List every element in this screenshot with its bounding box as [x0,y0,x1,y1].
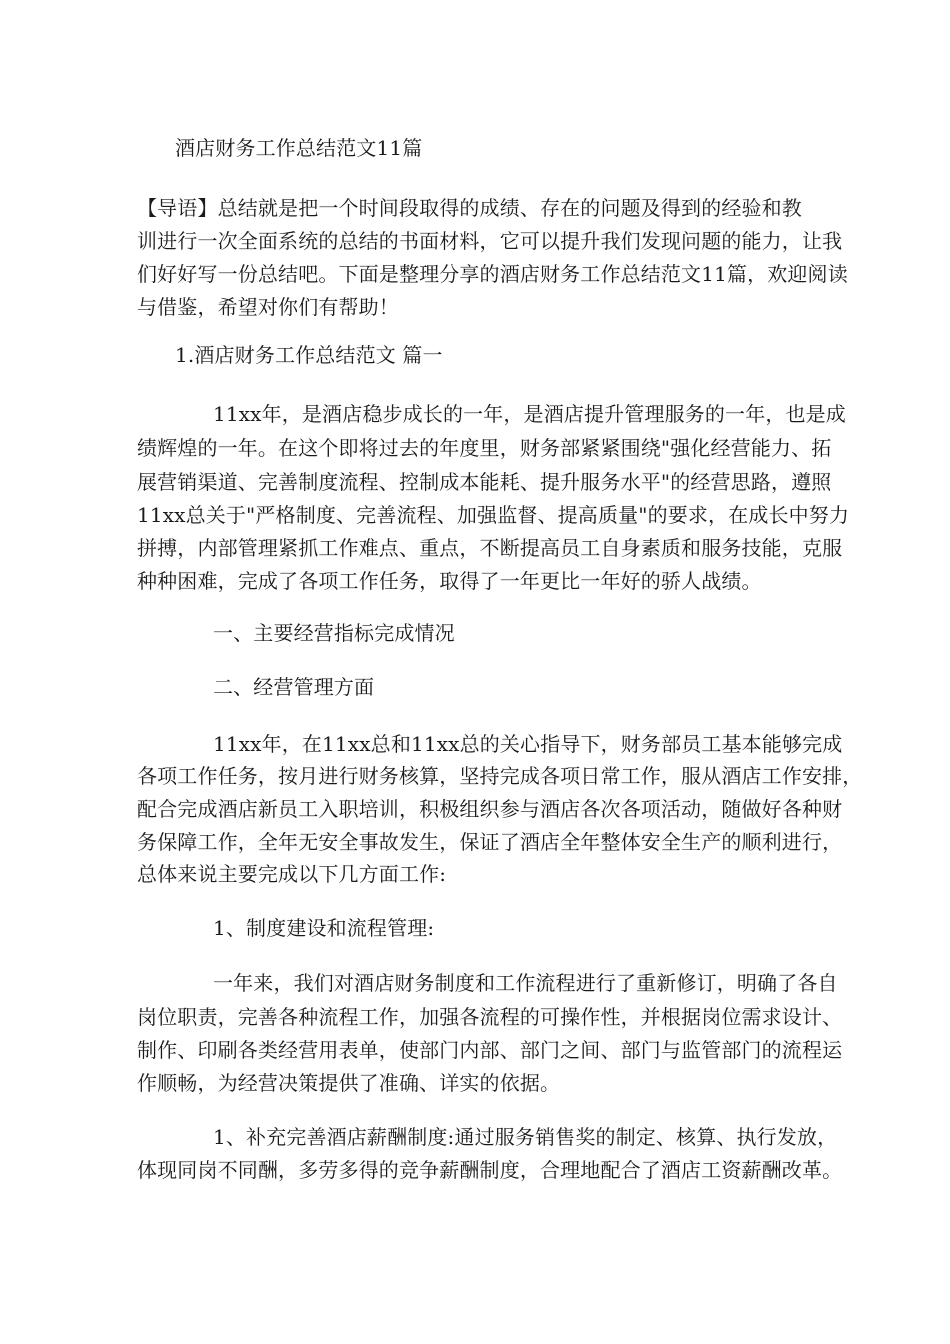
paragraph-line: 1、补充完善酒店薪酬制度:通过服务销售奖的制定、核算、执行发放， [213,1125,838,1149]
intro-line: 们好好写一份总结吧。下面是整理分享的酒店财务工作总结范文11篇，欢迎阅读 [137,262,848,286]
paragraph-line: 配合完成酒店新员工入职培训，积极组织参与酒店各次各项活动，随做好各种财 [137,797,843,821]
paragraph-line: 拼搏，内部管理紧抓工作难点、重点，不断提高员工自身素质和服务技能，克服 [137,536,843,560]
paragraph-line: 务保障工作，全年无安全事故发生，保证了酒店全年整体安全生产的顺利进行， [137,830,843,854]
paragraph-line: 作顺畅，为经营决策提供了准确、详实的依据。 [137,1071,561,1095]
section-heading: 1.酒店财务工作总结范文 篇一 [175,343,443,367]
paragraph-line: 岗位职责，完善各种流程工作，加强各流程的可操作性，并根据岗位需求设计、 [137,1005,843,1029]
paragraph-line: 11xx年，在11xx总和11xx总的关心指导下，财务部员工基本能够完成 [213,732,843,756]
paragraph-line: 一年来，我们对酒店财务制度和工作流程进行了重新修订，明确了各自 [213,971,838,995]
sub-heading: 一、主要经营指标完成情况 [213,621,455,645]
intro-line: 【导语】总结就是把一个时间段取得的成绩、存在的问题及得到的经验和教 [137,196,802,220]
paragraph-line: 制作、印刷各类经营用表单，使部门内部、部门之间、部门与监管部门的流程运 [137,1038,843,1062]
intro-line: 与借鉴，希望对你们有帮助！ [137,295,399,319]
sub-heading: 二、经营管理方面 [213,675,375,699]
paragraph-line: 11xx总关于"严格制度、完善流程、加强监督、提高质量"的要求，在成长中努力 [137,503,850,527]
paragraph-line: 展营销渠道、完善制度流程、控制成本能耗、提升服务水平"的经营思路，遵照 [137,470,832,494]
paragraph-line: 各项工作任务，按月进行财务核算，坚持完成各项日常工作，服从酒店工作安排， [137,764,863,788]
paragraph-line: 体现同岗不同酬，多劳多得的竞争薪酬制度，合理地配合了酒店工资薪酬改革。 [137,1158,843,1182]
document-title: 酒店财务工作总结范文11篇 [175,136,423,160]
paragraph-line: 11xx年，是酒店稳步成长的一年，是酒店提升管理服务的一年，也是成 [213,402,846,426]
item-heading: 1、制度建设和流程管理: [213,916,435,940]
paragraph-line: 总体来说主要完成以下几方面工作: [137,862,447,886]
intro-line: 训进行一次全面系统的总结的书面材料，它可以提升我们发现问题的能力，让我 [137,229,843,253]
paragraph-line: 绩辉煌的一年。在这个即将过去的年度里，财务部紧紧围绕"强化经营能力、拓 [137,436,832,460]
paragraph-line: 种种困难，完成了各项工作任务，取得了一年更比一年好的骄人战绩。 [137,569,762,593]
